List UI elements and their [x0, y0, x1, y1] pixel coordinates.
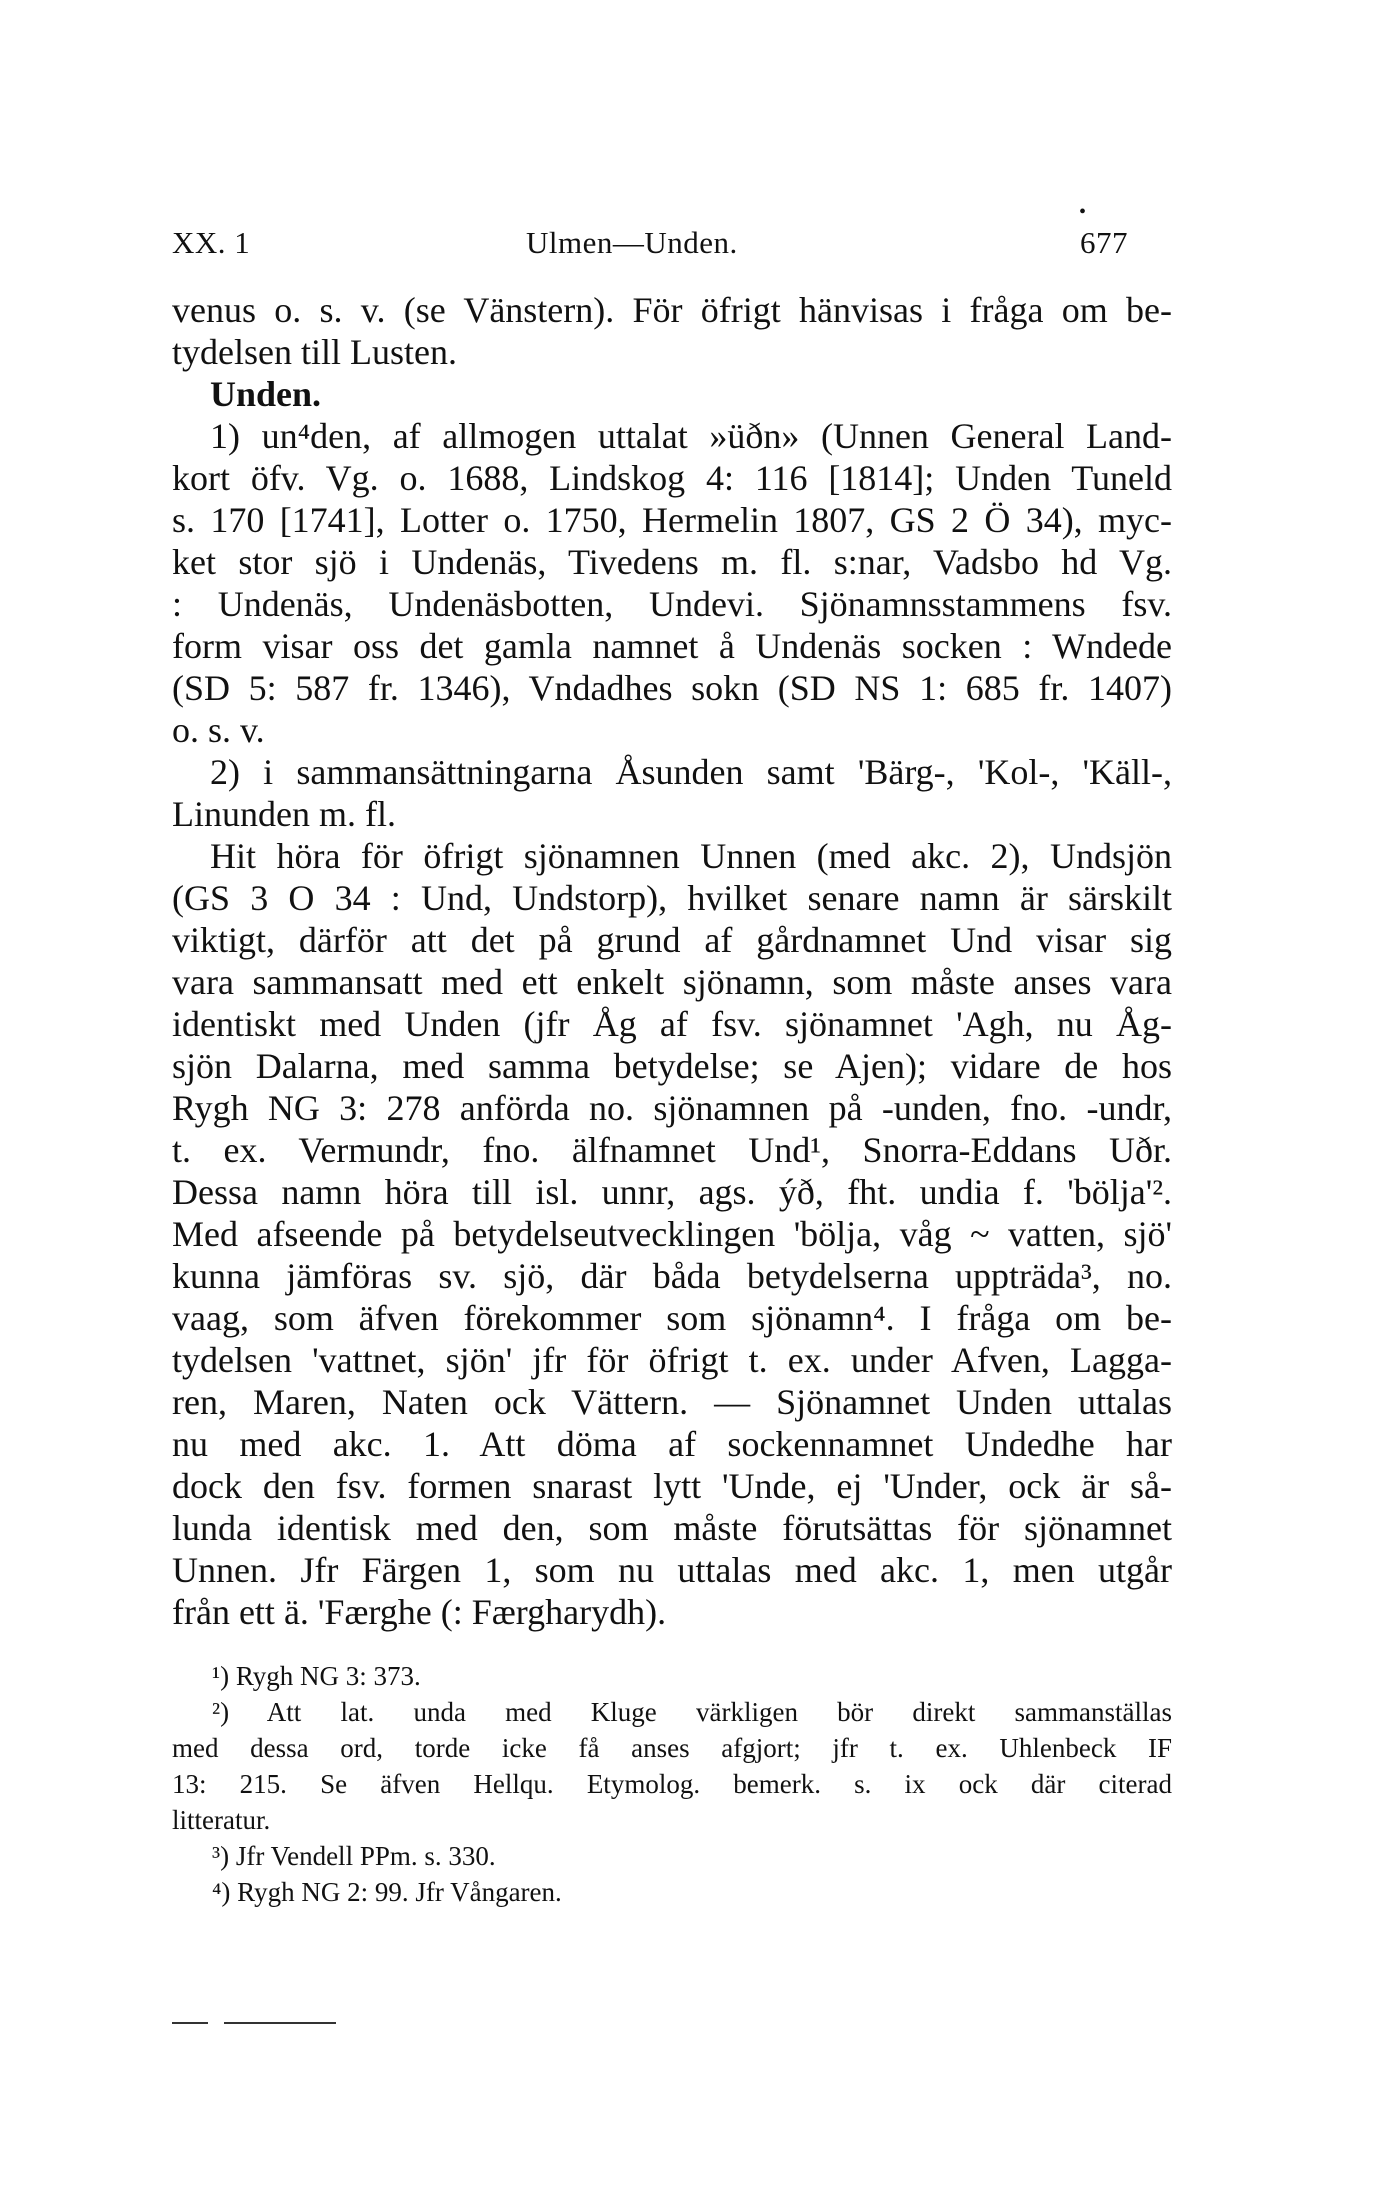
- body-line: Unnen. Jfr Färgen 1, som nu uttalas med akc. 1, men utgår: [172, 1550, 1172, 1590]
- body-line: kunna jämföras sv. sjö, där båda betydelserna uppträda³, no.: [172, 1256, 1172, 1296]
- footnote: litteratur.: [172, 1805, 271, 1835]
- body-line: vaag, som äfven förekommer som sjönamn⁴. I fråga om be-: [172, 1298, 1172, 1338]
- body-line: venus o. s. v. (se Vänstern). För öfrigt hänvisas i fråga om be-: [172, 290, 1172, 330]
- body-line: ren, Maren, Naten ock Vättern. — Sjönamnet Unden uttalas: [172, 1382, 1172, 1422]
- footnote: ³) Jfr Vendell PPm. s. 330.: [212, 1841, 496, 1871]
- body-line: från ett ä. 'Færghe (: Færgharydh).: [172, 1592, 667, 1632]
- running-title: Ulmen—Unden.: [526, 225, 738, 260]
- body-line: o. s. v.: [172, 710, 265, 750]
- page-marker-dot: •: [1079, 201, 1087, 223]
- body-line: 2) i sammansättningarna Åsunden samt 'Bärg-, 'Kol-, 'Käll-,: [210, 752, 1172, 792]
- footnote: med dessa ord, torde icke få anses afgjort; jfr t. ex. Uhlenbeck IF: [172, 1733, 1172, 1763]
- body-line: form visar oss det gamla namnet å Undenäs socken : Wndede: [172, 626, 1172, 666]
- body-line: s. 170 [1741], Lotter o. 1750, Hermelin 1807, GS 2 Ö 34), myc-: [172, 500, 1172, 540]
- body-line: tydelsen till Lusten.: [172, 332, 457, 372]
- body-line: ket stor sjö i Undenäs, Tivedens m. fl. s:nar, Vadsbo hd Vg.: [172, 542, 1172, 582]
- body-line: tydelsen 'vattnet, sjön' jfr för öfrigt t. ex. under Afven, Lagga-: [172, 1340, 1172, 1380]
- footnote-rule: [224, 2022, 336, 2024]
- body-line: kort öfv. Vg. o. 1688, Lindskog 4: 116 [1814]; Unden Tuneld: [172, 458, 1172, 498]
- body-line: sjön Dalarna, med samma betydelse; se Ajen); vidare de hos: [172, 1046, 1172, 1086]
- footnote: ¹) Rygh NG 3: 373.: [212, 1661, 421, 1691]
- body-line: nu med akc. 1. Att döma af sockennamnet Undedhe har: [172, 1424, 1172, 1464]
- body-line: : Undenäs, Undenäsbotten, Undevi. Sjönamnsstammens fsv.: [172, 584, 1172, 624]
- body-line: Dessa namn höra till isl. unnr, ags. ýð, fht. undia f. 'bölja'².: [172, 1172, 1172, 1212]
- footnote: ²) Att lat. unda med Kluge värkligen bör direkt sammanställas: [212, 1697, 1172, 1727]
- body-line: 1) un⁴den, af allmogen uttalat »üðn» (Unnen General Land-: [210, 416, 1172, 456]
- body-line: viktigt, därför att det på grund af gårdnamnet Und visar sig: [172, 920, 1172, 960]
- footnote-rule: [172, 2022, 208, 2024]
- body-line: (GS 3 O 34 : Und, Undstorp), hvilket senare namn är särskilt: [172, 878, 1172, 918]
- body-line: Med afseende på betydelseutvecklingen 'bölja, våg ~ vatten, sjö': [172, 1214, 1172, 1254]
- entry-heading: Unden.: [210, 374, 322, 414]
- body-line: Hit höra för öfrigt sjönamnen Unnen (med akc. 2), Undsjön: [210, 836, 1172, 876]
- body-line: Rygh NG 3: 278 anförda no. sjönamnen på -unden, fno. -undr,: [172, 1088, 1172, 1128]
- body-line: identiskt med Unden (jfr Åg af fsv. sjönamnet 'Agh, nu Åg-: [172, 1004, 1172, 1044]
- body-line: (SD 5: 587 fr. 1346), Vndadhes sokn (SD NS 1: 685 fr. 1407): [172, 668, 1172, 708]
- footnote: ⁴) Rygh NG 2: 99. Jfr Vångaren.: [212, 1877, 562, 1907]
- page-number: 677: [1080, 225, 1128, 260]
- footnote: 13: 215. Se äfven Hellqu. Etymolog. bemerk. s. ix ock där citerad: [172, 1769, 1172, 1799]
- body-line: lunda identisk med den, som måste förutsättas för sjönamnet: [172, 1508, 1172, 1548]
- body-line: Linunden m. fl.: [172, 794, 396, 834]
- section-number: XX. 1: [172, 225, 251, 260]
- body-line: vara sammansatt med ett enkelt sjönamn, som måste anses vara: [172, 962, 1172, 1002]
- body-line: t. ex. Vermundr, fno. älfnamnet Und¹, Snorra-Eddans Uðr.: [172, 1130, 1172, 1170]
- body-line: dock den fsv. formen snarast lytt 'Unde, ej 'Under, ock är så-: [172, 1466, 1172, 1506]
